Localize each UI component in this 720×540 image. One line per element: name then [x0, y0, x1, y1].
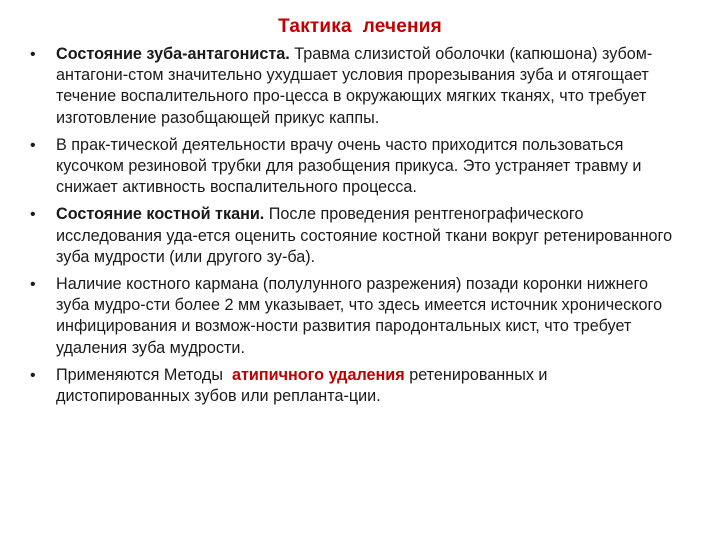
bullet-item [30, 44, 680, 129]
bullet-marker: • [30, 46, 36, 63]
bullet-text: После проведения рентгенографического исследования уда-ется оценить состояние костной ткани вокруг ретенированного зуба мудрости (или другого зу-ба). [56, 205, 673, 266]
bullet-item [30, 365, 680, 407]
title-word-2: лечения [362, 16, 442, 37]
bullet-text-post: ретенированных и дистопированных зубов или репланта-ции. [56, 365, 548, 406]
bullet-item [30, 204, 680, 268]
bullet-lead-bold: Состояние зуба-антагониста. [56, 45, 290, 63]
bullet-marker: • [30, 136, 36, 154]
bullet-marker: • [30, 366, 36, 384]
bullet-lead-bold: Состояние костной ткани. [56, 205, 265, 224]
bullet-text: Наличие костного кармана (полулунного разрежения) позади коронки нижнего зуба мудро-сти более 2 мм указывает, что здесь имеется источник хронического инфицирования и возмож-ности развития пародонтальных кист, что требует удаления зуба мудрости. [56, 275, 663, 357]
bullet-text: Травма слизистой оболочки (капюшона) зубом- антагони-стом значительно ухудшает условия прорезывания зуба и отягощает течение воспалительного про-цесса в окружающих мягких тканях, что требует изготовление разобщающей прикус каппы. [56, 45, 653, 127]
bullet-list [30, 44, 680, 413]
bullet-text: В прак-тической деятельности врачу очень часто приходится пользоваться кусочком резиновой трубки для разобщения прикуса. Это устраняет травму и снижает активность воспалительного процесса. [56, 135, 642, 197]
slide-title [0, 16, 720, 38]
highlight-text: атипичного удаления [231, 365, 405, 384]
bullet-item [30, 135, 680, 199]
bullet-marker: • [30, 276, 36, 294]
bullet-text-pre: Применяются Методы [56, 365, 232, 384]
title-word-1: Тактика [278, 16, 352, 37]
bullet-item [30, 274, 680, 359]
bullet-marker: • [30, 206, 36, 224]
